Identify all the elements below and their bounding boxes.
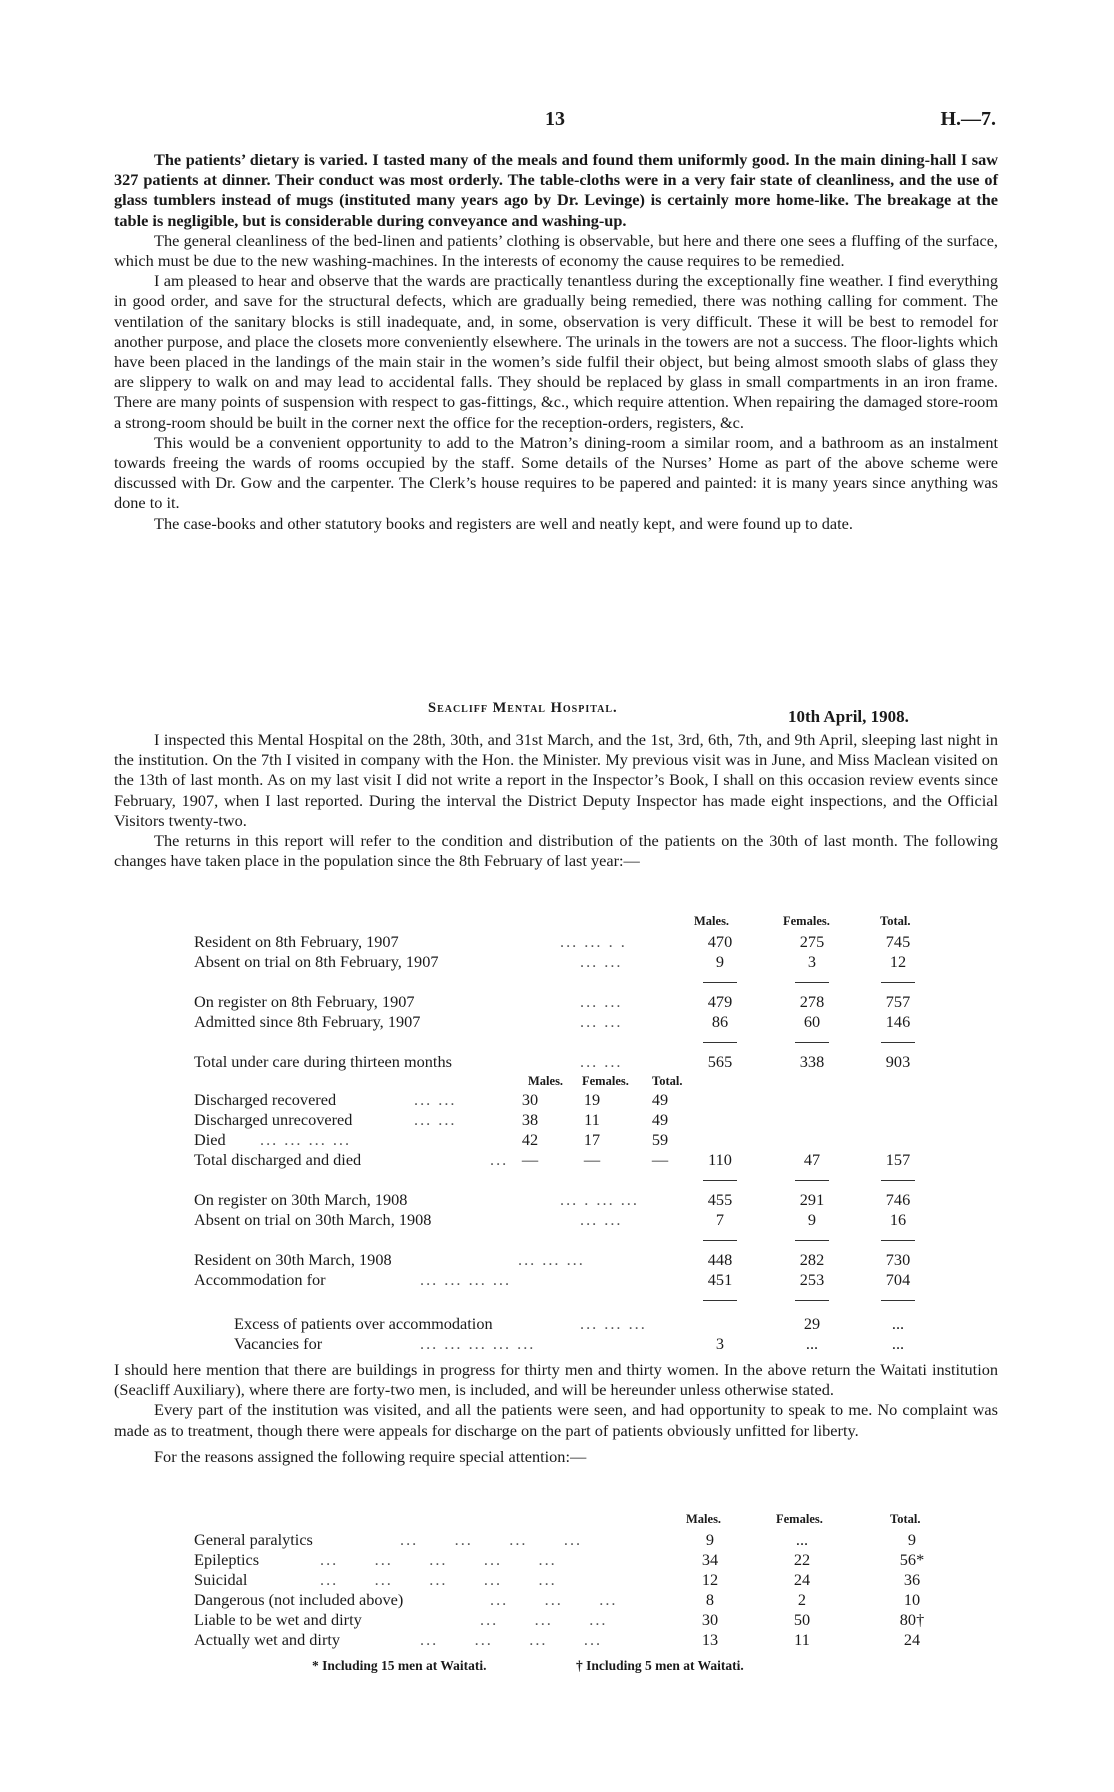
divider [703, 1240, 737, 1241]
divider [881, 1300, 915, 1301]
divider [703, 1300, 737, 1301]
paragraph-casebooks: The case-books and other statutory books and registers are well and neatly kept, and were found up to date. [154, 513, 853, 533]
table-row: Discharged recovered ... ... 30 19 49 [194, 1090, 669, 1109]
table-row: Resident on 8th February, 1907 ... ... . . 470 275 745 [194, 932, 911, 951]
table-row: Died ... ... ... ... 42 17 59 [194, 1130, 669, 1149]
sub-header-males: Males. [528, 1074, 564, 1088]
col-header-total: Total. [890, 1512, 921, 1526]
section-date: 10th April, 1908. [788, 707, 909, 726]
table-row: Excess of patients over accommodation ... ... ... 29 ... [234, 1314, 905, 1333]
top-paragraphs [114, 150, 998, 534]
table-row: Dangerous (not included above) ... ... ... 8 2 10 [194, 1590, 921, 1609]
paragraph-matron: This would be a convenient opportunity to add to the Matron’s dining-room a similar room, and a bathroom as an instalment towards freeing the wards of rooms occupied by the staff. Some details of the Nurses’ Home as part of the above scheme were discussed with Dr. Gow and the carpenter. The Clerk’s house requires to be papered and painted: it is many years since anything was done to it. [114, 432, 998, 513]
divider [703, 1042, 737, 1043]
divider [795, 1240, 829, 1241]
footnote-dagger: † Including 5 men at Waitati. [576, 1658, 744, 1673]
col-header-females: Females. [783, 914, 830, 928]
table-row: General paralytics ... ... ... ... 9 ... 9 [194, 1530, 917, 1549]
table-row: Vacancies for ... ... ... ... ... 3 ... ... [234, 1334, 905, 1353]
col-header-total: Total. [880, 914, 911, 928]
table-row: Suicidal ... ... ... ... ... 12 24 36 [194, 1570, 921, 1589]
divider [881, 982, 915, 983]
table-row: Total discharged and died ... — — — 110 47 157 [194, 1150, 911, 1169]
page-number: 13 [545, 108, 565, 130]
table-row: Absent on trial on 8th February, 1907 ... ... 9 3 12 [194, 952, 907, 971]
table-row: Admitted since 8th February, 1907 ... ... 86 60 146 [194, 1012, 911, 1031]
divider [795, 1180, 829, 1181]
sub-header-females: Females. [582, 1074, 629, 1088]
divider [881, 1180, 915, 1181]
table-row: Actually wet and dirty ... ... ... ... 13 11 24 [194, 1630, 921, 1649]
sub-header-total: Total. [652, 1074, 683, 1088]
divider [795, 1300, 829, 1301]
table-row: Total under care during thirteen months ... ... 565 338 903 [194, 1052, 911, 1071]
after-paragraphs [114, 1360, 998, 1467]
divider [795, 1042, 829, 1043]
col-header-males: Males. [694, 914, 730, 928]
paragraph-wards: I am pleased to hear and observe that the wards are practically tenantless during the exceptionally fine weather. I find everything in good order, and save for the structural defects, which are gradually being remedied, there was nothing calling for comment. The ventilation of the sanitary blocks is still inadequate, and, in some, observation is very difficult. These it will be best to remodel for another purpose, and place the closets more conveniently elsewhere. The urinals in the towers are not a success. The floor-lights which have been placed in the landings of the main stair in the women’s side fulfil their object, but being almost smooth slabs of glass they are slippery to walk on and may lead to accidental falls. They should be replaced by glass in small compartments in an iron frame. There are many points of suspension with respect to gas-fittings, &c., which require attention. When repairing the damaged store-room a strong-room should be built in the corner next the office for the reception-orders, registers, &c. [114, 271, 998, 432]
col-header-males: Males. [686, 1512, 722, 1526]
table-row: Discharged unrecovered ... ... 38 11 49 [194, 1110, 669, 1129]
document-reference: H.—7. [940, 108, 996, 130]
section-title: Seacliff Mental Hospital. [428, 700, 618, 716]
table-row: On register on 30th March, 1908 ... . ... ... 455 291 746 [194, 1190, 911, 1209]
paragraph-inspection: I inspected this Mental Hospital on the 28th, 30th, and 31st March, and the 1st, 3rd, 6th, 7th, and 9th April, sleeping last night in the institution. On the 7th I visited in company with the Hon. the Minister. My previous visit was in June, and Miss Maclean visited on the 13th of last month. As on my last visit I did not write a report in the Inspector’s Book, I shall on this occasion review events since February, 1907, when I last reported. During the interval the District Deputy Inspector has made eight inspections, and the Official Visitors twenty-two. [114, 730, 998, 830]
paragraph-buildings: I should here mention that there are buildings in progress for thirty men and thirty women. In the above return the Waitati institution (Seacliff Auxiliary), where there are forty-two men, is included, and will be hereunder unless otherwise stated. [114, 1360, 998, 1400]
footnote-asterisk: * Including 15 men at Waitati. [312, 1658, 487, 1673]
table-row: On register on 8th February, 1907 ... ... 479 278 757 [194, 992, 911, 1011]
divider [795, 982, 829, 983]
table-row: Liable to be wet and dirty ... ... ... 30 50 80† [194, 1610, 925, 1629]
table-row: Epileptics ... ... ... ... ... 34 22 56* [194, 1550, 925, 1569]
divider [881, 1240, 915, 1241]
divider [881, 1042, 915, 1043]
table-row: Accommodation for ... ... ... ... 451 253 704 [194, 1270, 911, 1289]
paragraph-attention: For the reasons assigned the following require special attention:— [154, 1446, 587, 1466]
paragraph-returns: The returns in this report will refer to the condition and distribution of the patients on the 30th of last month. The following changes have taken place in the population since the 8th February of last year:— [114, 831, 998, 871]
mid-paragraphs [114, 730, 998, 871]
table-row: Resident on 30th March, 1908 ... ... ... 448 282 730 [194, 1250, 911, 1269]
paragraph-visited: Every part of the institution was visited, and all the patients were seen, and had opportunity to speak to me. No complaint was made as to treatment, though there were appeals for discharge on the part of patients obviously unfitted for liberty. [114, 1400, 998, 1440]
paragraph-dietary: The patients’ dietary is varied. I tasted many of the meals and found them uniformly good. In the main dining-hall I saw 327 patients at dinner. Their conduct was most orderly. The table-cloths were in a very fair state of cleanliness, and the use of glass tumblers instead of mugs (instituted many years ago by Dr. Levinge) is certainly more home-like. The breakage at the table is negligible, but is considerable during conveyance and washing-up. [114, 150, 998, 230]
page-header [0, 108, 1114, 138]
table-row: Absent on trial on 30th March, 1908 ... ... 7 9 16 [194, 1210, 907, 1229]
divider [703, 1180, 737, 1181]
col-header-females: Females. [776, 1512, 823, 1526]
divider [703, 982, 737, 983]
paragraph-cleanliness: The general cleanliness of the bed-linen and patients’ clothing is observable, but here and there one sees a fluffing of the surface, which must be due to the new washing-machines. In the interests of economy the cause requires to be remedied. [114, 230, 998, 271]
